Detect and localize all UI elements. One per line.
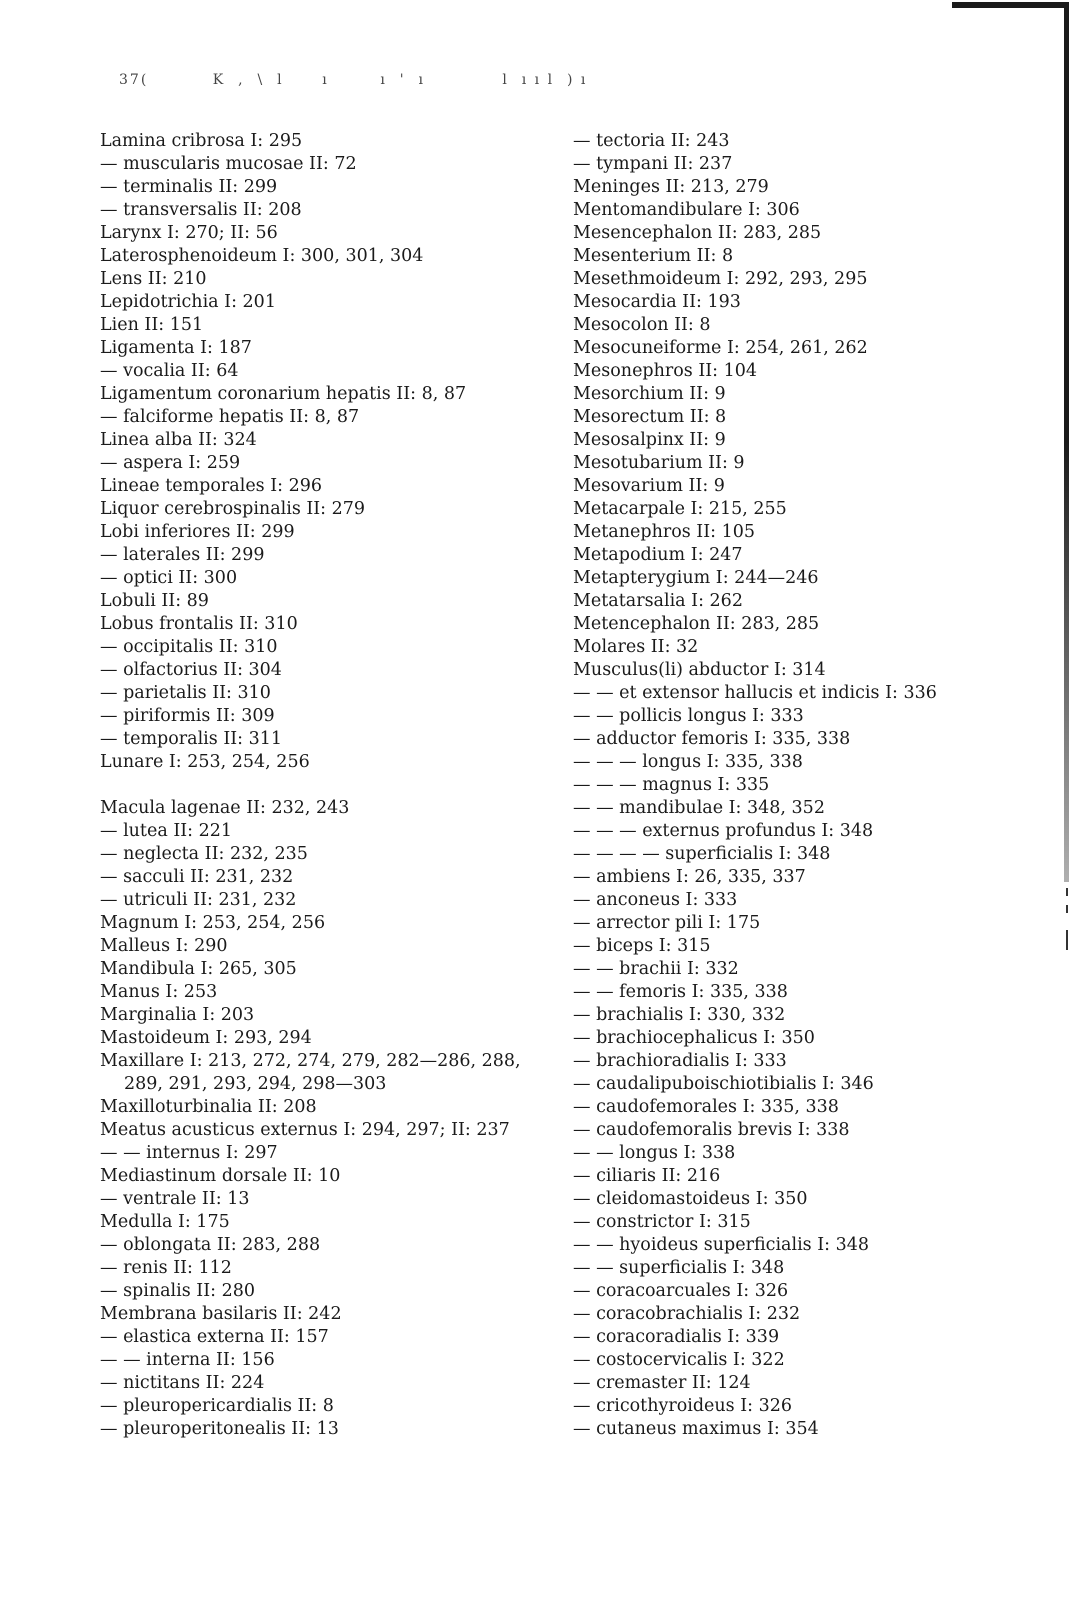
index-entry: — sacculi II: 231, 232: [100, 867, 294, 887]
index-entry: Maxillare I: 213, 272, 274, 279, 282—286, 288, 289, 291, 293, 294, 298—303: [100, 1051, 521, 1094]
index-entry: — — pollicis longus I: 333: [573, 706, 804, 726]
index-entry: — pleuroperitonealis II: 13: [100, 1419, 339, 1439]
index-entry: — arrector pili I: 175: [573, 913, 761, 933]
index-entry: Lens II: 210: [100, 269, 207, 289]
index-entry: Mediastinum dorsale II: 10: [100, 1166, 341, 1186]
index-entry: Laterosphenoideum I: 300, 301, 304: [100, 246, 424, 266]
index-entry: — — — externus profundus I: 348: [573, 821, 874, 841]
index-entry: Mesonephros II: 104: [573, 361, 758, 381]
index-entry: — occipitalis II: 310: [100, 637, 278, 657]
index-entry: — caudofemoralis brevis I: 338: [573, 1120, 850, 1140]
index-entry: — — longus I: 338: [573, 1143, 736, 1163]
index-entry: — temporalis II: 311: [100, 729, 283, 749]
index-entry: — laterales II: 299: [100, 545, 265, 565]
index-entry: — — interna II: 156: [100, 1350, 275, 1370]
index-entry: Mesocuneiforme I: 254, 261, 262: [573, 338, 868, 358]
index-entry: — spinalis II: 280: [100, 1281, 255, 1301]
index-entry: — vocalia II: 64: [100, 361, 239, 381]
index-entry: Marginalia I: 203: [100, 1005, 255, 1025]
index-column-left: [100, 130, 560, 1441]
index-entry: Metapodium I: 247: [573, 545, 743, 565]
index-entry: — brachioradialis I: 333: [573, 1051, 787, 1071]
index-entry: Macula lagenae II: 232, 243: [100, 798, 350, 818]
index-entry: Mesenterium II: 8: [573, 246, 734, 266]
index-entry: Lobuli II: 89: [100, 591, 209, 611]
index-entry: Lobus frontalis II: 310: [100, 614, 298, 634]
index-entry: — coracobrachialis I: 232: [573, 1304, 801, 1324]
index-entry: Mesorectum II: 8: [573, 407, 727, 427]
index-entry: — caudalipuboischiotibialis I: 346: [573, 1074, 874, 1094]
index-entry: Meninges II: 213, 279: [573, 177, 769, 197]
running-head: 37( K , \ l ı ı ' ı l ı ı l ) ı: [119, 72, 588, 88]
index-entry: Molares II: 32: [573, 637, 699, 657]
index-entry: Metanephros II: 105: [573, 522, 755, 542]
index-entry: — aspera I: 259: [100, 453, 241, 473]
index-entry: Metencephalon II: 283, 285: [573, 614, 820, 634]
index-entry: — oblongata II: 283, 288: [100, 1235, 321, 1255]
index-entry: — biceps I: 315: [573, 936, 711, 956]
index-entry: — pleuropericardialis II: 8: [100, 1396, 334, 1416]
index-section-gap: [100, 774, 560, 797]
scan-edge-bar: [1064, 2, 1069, 882]
index-entry: — caudofemorales I: 335, 338: [573, 1097, 839, 1117]
index-entry: — — brachii I: 332: [573, 959, 739, 979]
index-entry: Mesosalpinx II: 9: [573, 430, 726, 450]
index-entry: Magnum I: 253, 254, 256: [100, 913, 326, 933]
scan-edge-mark: [952, 2, 1068, 8]
index-entry: — lutea II: 221: [100, 821, 233, 841]
index-entry: — coracoradialis I: 339: [573, 1327, 780, 1347]
index-entry: — brachiocephalicus I: 350: [573, 1028, 815, 1048]
index-entry: — piriformis II: 309: [100, 706, 275, 726]
index-entry: — renis II: 112: [100, 1258, 232, 1278]
index-entry: Lien II: 151: [100, 315, 204, 335]
index-entry: Lepidotrichia I: 201: [100, 292, 276, 312]
index-entry: Mesocolon II: 8: [573, 315, 711, 335]
index-entry: Membrana basilaris II: 242: [100, 1304, 342, 1324]
index-entry: — brachialis I: 330, 332: [573, 1005, 786, 1025]
index-entry: — — — magnus I: 335: [573, 775, 770, 795]
index-entry: Ligamenta I: 187: [100, 338, 252, 358]
index-entry: Mesocardia II: 193: [573, 292, 741, 312]
index-entry: — parietalis II: 310: [100, 683, 271, 703]
index-entry: Liquor cerebrospinalis II: 279: [100, 499, 366, 519]
index-entry: — — femoris I: 335, 338: [573, 982, 788, 1002]
index-entry: Maxilloturbinalia II: 208: [100, 1097, 317, 1117]
index-entry: — — mandibulae I: 348, 352: [573, 798, 825, 818]
index-entry: Lineae temporales I: 296: [100, 476, 322, 496]
index-entry: — adductor femoris I: 335, 338: [573, 729, 851, 749]
index-entry: — costocervicalis I: 322: [573, 1350, 785, 1370]
index-entry: — elastica externa II: 157: [100, 1327, 329, 1347]
index-entry: — cleidomastoideus I: 350: [573, 1189, 808, 1209]
index-entry: Lobi inferiores II: 299: [100, 522, 295, 542]
scan-edge-tick: [1066, 930, 1068, 950]
index-entry: — anconeus I: 333: [573, 890, 738, 910]
scan-edge-tick: [1066, 905, 1068, 913]
index-entry: — nictitans II: 224: [100, 1373, 265, 1393]
index-entry: — — superficialis I: 348: [573, 1258, 785, 1278]
index-entry: Musculus(li) abductor I: 314: [573, 660, 826, 680]
index-entry: Ligamentum coronarium hepatis II: 8, 87: [100, 384, 467, 404]
index-entry: Lamina cribrosa I: 295: [100, 131, 303, 151]
index-entry: — tectoria II: 243: [573, 131, 730, 151]
index-entry: — optici II: 300: [100, 568, 238, 588]
index-entry: Metapterygium I: 244—246: [573, 568, 819, 588]
index-entry: Meatus acusticus externus I: 294, 297; II: 237: [100, 1120, 510, 1140]
index-entry: — — — longus I: 335, 338: [573, 752, 803, 772]
index-entry: — olfactorius II: 304: [100, 660, 282, 680]
index-entry: Linea alba II: 324: [100, 430, 257, 450]
index-entry: — — internus I: 297: [100, 1143, 278, 1163]
index-entry: Mesovarium II: 9: [573, 476, 725, 496]
index-entry: — falciforme hepatis II: 8, 87: [100, 407, 360, 427]
index-column-right: [573, 130, 1053, 1441]
index-entry: Mandibula I: 265, 305: [100, 959, 297, 979]
index-entry: — transversalis II: 208: [100, 200, 302, 220]
index-entry: Manus I: 253: [100, 982, 218, 1002]
index-entry: Metatarsalia I: 262: [573, 591, 743, 611]
index-entry: — cremaster II: 124: [573, 1373, 751, 1393]
index-entry: — coracoarcuales I: 326: [573, 1281, 789, 1301]
index-entry: — utriculi II: 231, 232: [100, 890, 297, 910]
scan-edge-tick: [1066, 888, 1068, 896]
index-entry: Mesorchium II: 9: [573, 384, 726, 404]
index-entry: Lunare I: 253, 254, 256: [100, 752, 310, 772]
index-entry: — terminalis II: 299: [100, 177, 278, 197]
index-entry: — — — — superficialis I: 348: [573, 844, 831, 864]
index-entry: — muscularis mucosae II: 72: [100, 154, 357, 174]
index-entry: Mesotubarium II: 9: [573, 453, 745, 473]
index-entry: — — et extensor hallucis et indicis I: 336: [573, 683, 937, 703]
index-entry: Larynx I: 270; II: 56: [100, 223, 278, 243]
index-entry: Malleus I: 290: [100, 936, 228, 956]
index-entry: Metacarpale I: 215, 255: [573, 499, 787, 519]
index-entry: — neglecta II: 232, 235: [100, 844, 308, 864]
index-entry: — ventrale II: 13: [100, 1189, 250, 1209]
index-entry: Mesethmoideum I: 292, 293, 295: [573, 269, 868, 289]
index-entry: — constrictor I: 315: [573, 1212, 751, 1232]
index-entry: — ambiens I: 26, 335, 337: [573, 867, 806, 887]
index-entry: — tympani II: 237: [573, 154, 733, 174]
index-entry: Mastoideum I: 293, 294: [100, 1028, 312, 1048]
index-entry: — ciliaris II: 216: [573, 1166, 721, 1186]
index-entry: Mesencephalon II: 283, 285: [573, 223, 822, 243]
index-entry: — cricothyroideus I: 326: [573, 1396, 792, 1416]
index-entry: Mentomandibulare I: 306: [573, 200, 800, 220]
index-entry: — cutaneus maximus I: 354: [573, 1419, 819, 1439]
index-entry: — — hyoideus superficialis I: 348: [573, 1235, 869, 1255]
index-entry: Medulla I: 175: [100, 1212, 230, 1232]
